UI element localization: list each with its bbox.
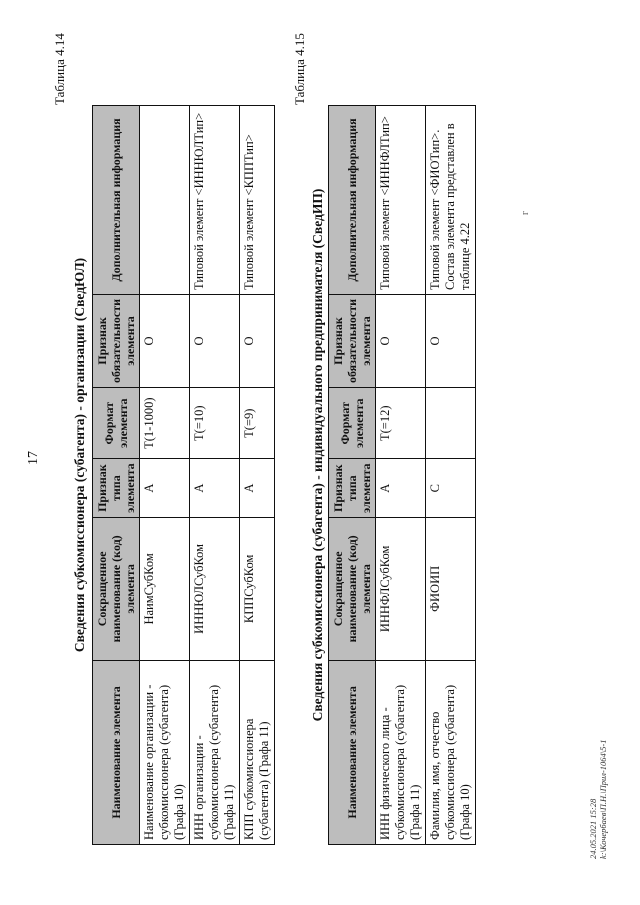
data-table-1 — [92, 105, 275, 845]
table-cell: ИНН физического лица - субкомиссионера (субагента) (Графа 11) — [376, 660, 426, 844]
table-cell: О — [190, 294, 240, 387]
column-header: Сокращенное наименование (код) элемента — [93, 517, 140, 660]
column-header: Наименование элемента — [329, 660, 376, 844]
column-header: Признак обязательности элемента — [93, 294, 140, 387]
column-header: Формат элемента — [93, 388, 140, 459]
table-cell: НаимСубКом — [140, 517, 190, 660]
column-header: Признак обязательности элемента — [329, 295, 376, 388]
table-row — [376, 106, 426, 845]
table-header-row — [93, 106, 140, 845]
page-number: 17 — [26, 451, 41, 465]
data-table-2 — [328, 105, 476, 845]
column-header: Признак типа элемента — [329, 459, 376, 517]
table-cell: А — [376, 459, 426, 517]
table-cell: Типовой элемент <ФИОТип>. Состав элемента представлен в таблице 4.22 — [426, 106, 476, 295]
table-cell: Типовой элемент <КППТип> — [240, 106, 275, 295]
column-header: Формат элемента — [329, 388, 376, 459]
table-cell: ИННЮЛСубКом — [190, 517, 240, 660]
table-cell: Фамилия, имя, отчество субкомиссионера (субагента) (Графа 10) — [426, 660, 476, 844]
table-cell: КПП субкомиссионера (субагента) (Графа 11) — [240, 660, 275, 844]
footer-path: k:\Кочербаев\П.Н.\Прил-1064\5-1 — [598, 739, 608, 859]
table-cell: T(=10) — [190, 388, 240, 459]
table-cell — [140, 106, 190, 295]
table-row — [426, 106, 476, 845]
file-footer — [588, 740, 608, 860]
table-cell: Наименование организации - субкомиссионера (субагента) (Графа 10) — [140, 660, 190, 844]
table-cell: А — [240, 459, 275, 517]
table-cell: А — [190, 459, 240, 517]
table-cell: О — [140, 294, 190, 387]
table-cell: T(=12) — [376, 388, 426, 459]
column-header: Признак типа элемента — [93, 459, 140, 517]
table-cell: А — [140, 459, 190, 517]
table-cell: T(1-1000) — [140, 388, 190, 459]
stray-mark: г — [520, 210, 531, 215]
table-header-row — [329, 106, 376, 845]
column-header: Наименование элемента — [93, 660, 140, 844]
table-cell: ФИОИП — [426, 517, 476, 660]
table-cell: Типовой элемент <ИННЮЛТип> — [190, 106, 240, 295]
column-header: Дополнительная информация — [329, 106, 376, 295]
table-cell: О — [426, 295, 476, 388]
table-cell — [426, 388, 476, 459]
table-cell: О — [240, 294, 275, 387]
table-cell: ИННФЛСубКом — [376, 517, 426, 660]
table-caption-2: Сведения субкомиссионера (субагента) - индивидуального предпринимателя (СведИП) — [310, 188, 325, 722]
table-cell: ИНН организации - субкомиссионера (субагента) (Графа 11) — [190, 660, 240, 844]
table-row — [190, 106, 240, 845]
table-label-2: Таблица 4.15 — [292, 33, 307, 105]
table-cell: Типовой элемент <ИННФЛТип> — [376, 106, 426, 295]
table-row — [140, 106, 190, 845]
column-header: Сокращенное наименование (код) элемента — [329, 517, 376, 660]
footer-timestamp: 24.05.2021 15:28 — [588, 798, 598, 859]
table-row — [240, 106, 275, 845]
table-label-1: Таблица 4.14 — [52, 33, 67, 105]
column-header: Дополнительная информация — [93, 106, 140, 295]
table-cell: О — [376, 295, 426, 388]
table-caption-1: Сведения субкомиссионера (субагента) - организации (СведЮЛ) — [72, 257, 87, 653]
table-cell: С — [426, 459, 476, 517]
table-cell: T(=9) — [240, 388, 275, 459]
table-cell: КППСубКом — [240, 517, 275, 660]
